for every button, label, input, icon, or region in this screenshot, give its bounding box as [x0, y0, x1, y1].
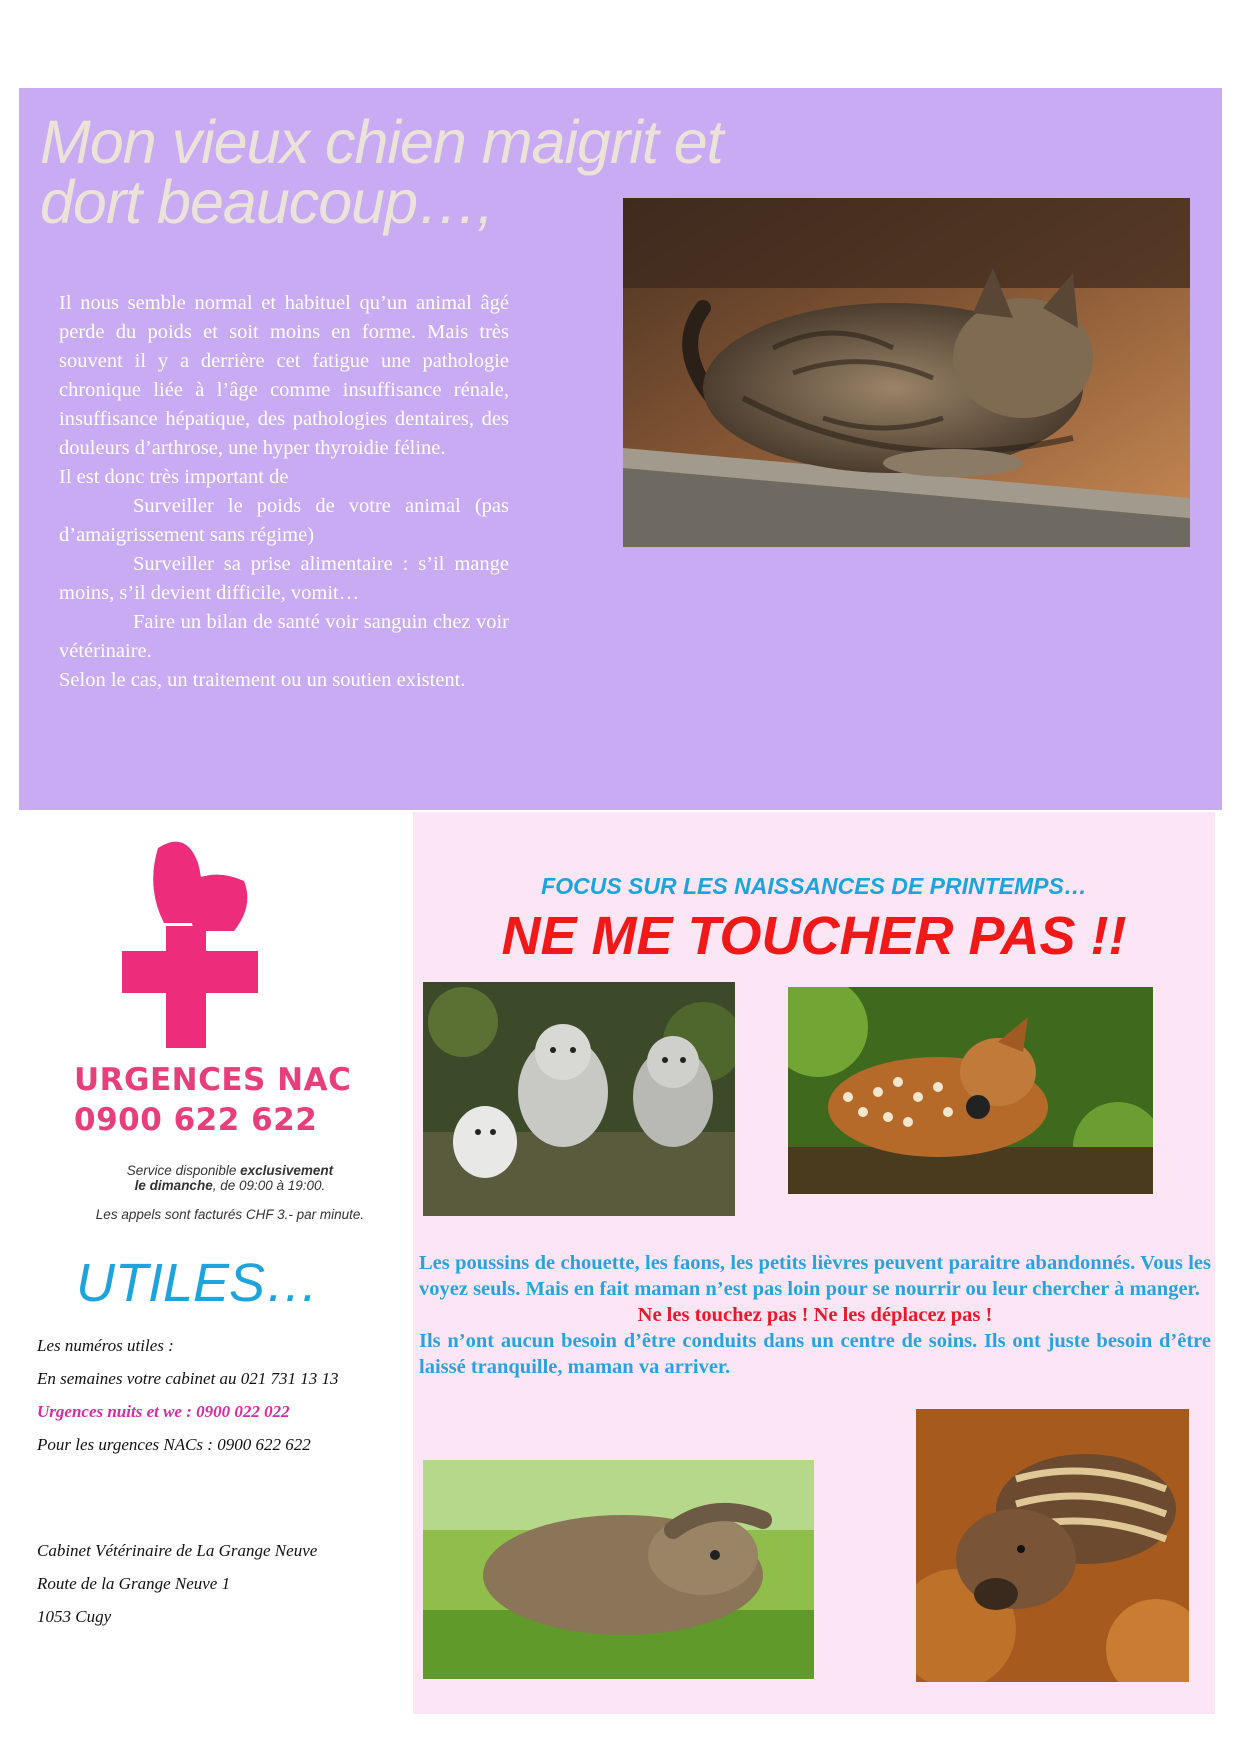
- urgences-nac-heading: [74, 1060, 384, 1140]
- nac-emergency-logo: [120, 836, 260, 1048]
- hare-photo: [423, 1460, 814, 1679]
- address-line: Cabinet Vétérinaire de La Grange Neuve: [37, 1541, 318, 1560]
- contact-line: Pour les urgences NACs : 0900 622 622: [37, 1435, 311, 1454]
- focus-paragraph: Ils n’ont aucun besoin d’être conduits dans un centre de soins. Ils ont juste besoin d’être laissé tranquille, maman va arriver.: [419, 1330, 1211, 1378]
- focus-title: NE ME TOUCHER PAS !!: [501, 906, 1127, 966]
- cat-photo: [623, 198, 1190, 547]
- focus-subtitle: FOCUS SUR LES NAISSANCES DE PRINTEMPS…: [541, 873, 1087, 899]
- urgences-service-note: [70, 1163, 390, 1193]
- article-body: [59, 289, 509, 695]
- focus-warning: Ne les touchez pas ! Ne les déplacez pas !: [637, 1304, 993, 1326]
- contact-line-urgent: Urgences nuits et we : 0900 022 022: [37, 1402, 290, 1421]
- service-exclusive: exclusivement: [240, 1163, 334, 1178]
- wild-boar-piglet-photo: [916, 1409, 1189, 1682]
- article-bullet: Faire un bilan de santé voir sanguin chez voir vétérinaire.: [59, 611, 509, 662]
- contact-line: Les numéros utiles :: [37, 1336, 174, 1355]
- article-bullet: Surveiller le poids de votre animal (pas d’amaigrissement sans régime): [59, 495, 509, 546]
- service-day: le dimanche: [134, 1178, 213, 1193]
- service-hours: , de 09:00 à 19:00.: [212, 1178, 326, 1193]
- fawn-photo: [788, 987, 1153, 1194]
- address-line: 1053 Cugy: [37, 1607, 112, 1626]
- owl-chicks-photo: [423, 982, 735, 1216]
- focus-text: [419, 1250, 1211, 1380]
- focus-paragraph: Les poussins de chouette, les faons, les petits lièvres peuvent paraitre abandonnés. Vous les voyez seuls. Mais en fait maman n’est pas loin pour se nourrir ou leur chercher à manger.: [419, 1252, 1211, 1300]
- urgences-title: URGENCES NAC: [74, 1062, 352, 1098]
- article-paragraph: Selon le cas, un traitement ou un soutien existent.: [59, 669, 466, 691]
- service-prefix: Service disponible: [126, 1163, 241, 1178]
- article-paragraph: Il est donc très important de: [59, 466, 289, 488]
- urgences-price-note: Les appels sont facturés CHF 3.- par minute.: [95, 1207, 365, 1222]
- article-title: Mon vieux chien maigrit et dort beaucoup…,: [40, 108, 723, 236]
- contact-line: En semaines votre cabinet au 021 731 13 13: [37, 1369, 339, 1388]
- address-line: Route de la Grange Neuve 1: [37, 1574, 231, 1593]
- article-paragraph: Il nous semble normal et habituel qu’un animal âgé perde du poids et soit moins en forme. Mais très souvent il y a derrière cet fatigue une pathologie chronique liée à l’âge comme insuffisance rénale, insuffisance hépatique, des pathologies dentaires, des douleurs d’arthrose, une hyper thyroidie féline.: [59, 292, 509, 459]
- urgences-phone: 0900 622 622: [74, 1102, 318, 1138]
- utiles-heading: UTILES…: [76, 1253, 320, 1313]
- article-bullet: Surveiller sa prise alimentaire : s’il mange moins, s’il devient difficile, vomit…: [59, 553, 509, 604]
